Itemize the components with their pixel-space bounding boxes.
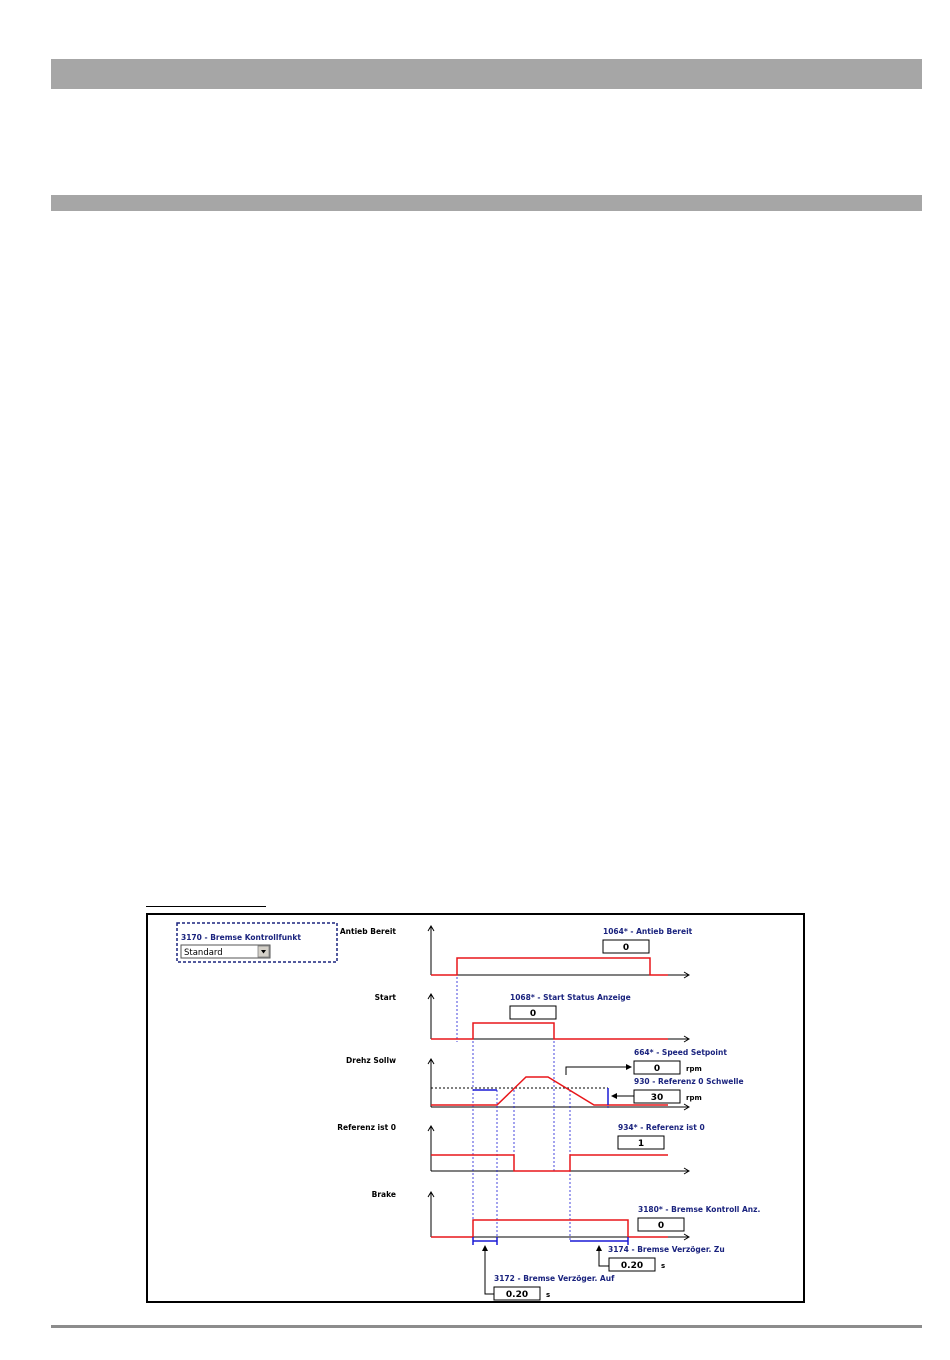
brake-timing-diagram <box>146 913 805 1303</box>
param-1068-value: 0 <box>529 1009 537 1019</box>
param-930-value: 30 <box>650 1093 664 1103</box>
signal-label-brake: Brake <box>371 1190 396 1199</box>
figure-caption-underline <box>146 906 266 907</box>
signal-label-speed-setpoint: Drehz Sollw <box>346 1056 396 1065</box>
brake-function-selector[interactable] <box>177 923 337 962</box>
timing-markers <box>457 961 608 1242</box>
param-3180-value: 0 <box>657 1221 665 1231</box>
param-664-label: 664* - Speed Setpoint <box>634 1048 727 1057</box>
param-1064-label: 1064* - Antieb Bereit <box>603 927 693 936</box>
speed-setpoint-trace <box>431 1077 668 1105</box>
param-3172-label: 3172 - Bremse Verzöger. Auf <box>494 1274 615 1283</box>
signal-label-start: Start <box>374 993 396 1002</box>
param-3174-value: 0.20 <box>620 1261 644 1271</box>
brake-function-label: 3170 - Bremse Kontrollfunkt <box>181 933 301 942</box>
section-bar <box>51 195 922 211</box>
param-934-label: 934* - Referenz ist 0 <box>618 1123 705 1132</box>
param-3172-unit: s <box>546 1291 551 1299</box>
start-trace <box>431 1023 668 1039</box>
param-664-connector <box>566 1067 631 1075</box>
param-930-unit: rpm <box>686 1094 702 1102</box>
drive-ready-trace <box>431 958 668 975</box>
brake-trace <box>431 1220 668 1237</box>
param-3172-connector <box>485 1246 494 1294</box>
param-3174-unit: s <box>661 1262 666 1270</box>
param-1068-label: 1068* - Start Status Anzeige <box>510 993 631 1002</box>
signal-label-reference-zero: Referenz ist 0 <box>337 1123 396 1132</box>
signal-label-drive-ready: Antieb Bereit <box>339 927 396 936</box>
param-934-value: 1 <box>637 1139 645 1149</box>
param-1064-value: 0 <box>622 943 630 953</box>
brake-function-value: Standard <box>184 948 223 958</box>
param-3172-value: 0.20 <box>505 1290 529 1300</box>
param-3174-label: 3174 - Bremse Verzöger. Zu <box>608 1245 725 1254</box>
footer-rule <box>51 1325 922 1328</box>
delay-brackets <box>473 1088 628 1245</box>
param-930-label: 930 - Referenz 0 Schwelle <box>634 1077 744 1086</box>
param-664-value: 0 <box>653 1064 661 1074</box>
header-bar <box>51 59 922 89</box>
reference-zero-trace <box>431 1155 668 1171</box>
param-3180-label: 3180* - Bremse Kontroll Anz. <box>638 1205 761 1214</box>
param-664-unit: rpm <box>686 1065 702 1073</box>
